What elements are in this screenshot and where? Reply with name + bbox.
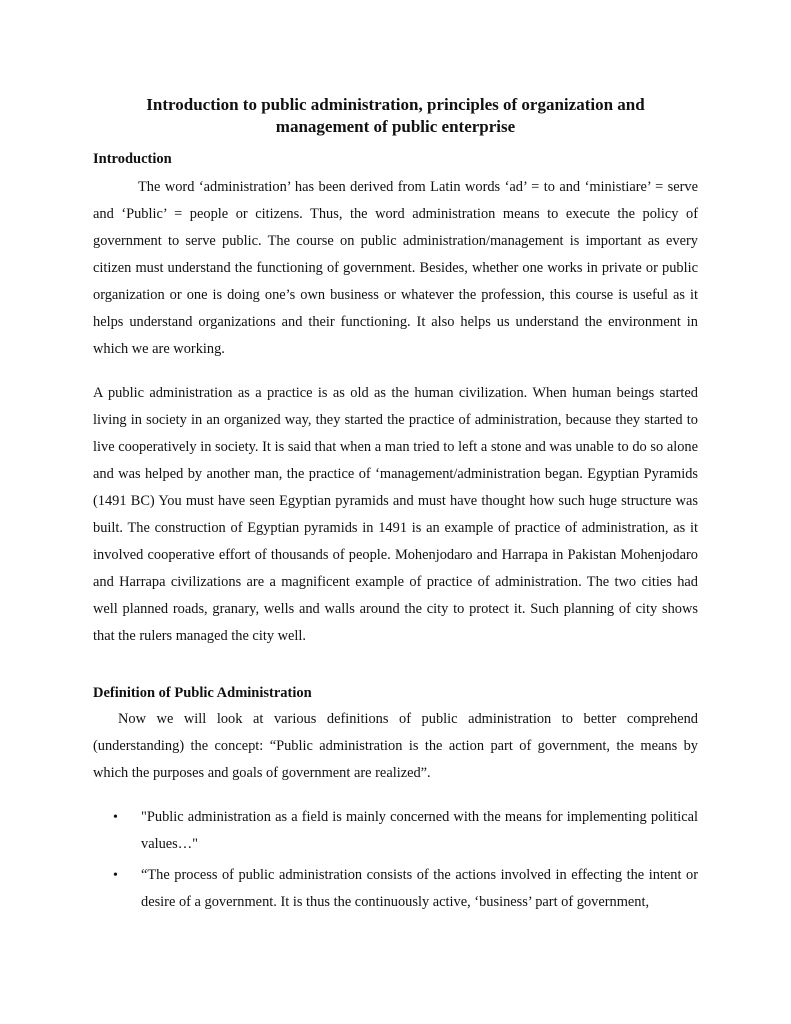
definition-heading: Definition of Public Administration xyxy=(93,685,312,701)
title-line-1: Introduction to public administration, principles of organization and xyxy=(146,95,645,114)
history-paragraph: A public administration as a practice is as old as the human civilization. When human beings started living in society in an organized way, they started the practice of administration, because they started to live cooperatively in society. It is said that when a man tried to left a stone and was unable to do so alone and was helped by another man, the practice of ‘management/administration began. Egyptian Pyramids (1491 BC) You must have seen Egyptian pyramids and must have thought how such huge structure was built. The construction of Egyptian pyramids in 1491 is an example of practice of administration, as it involved cooperative effort of thousands of people. Mohenjodaro and Harrapa in Pakistan Mohenjodaro and Harrapa civilizations are a magnificent example of practice of administration. The two cities had well planned roads, granary, wells and walls around the city to protect it. Such planning of city shows that the rulers managed the city well. xyxy=(93,385,698,644)
list-item xyxy=(93,804,698,858)
page-title xyxy=(80,94,711,138)
list-item xyxy=(93,862,698,916)
bullet-marker: • xyxy=(113,868,118,883)
bullet-text: "Public administration as a field is mainly concerned with the means for implementing political values…" xyxy=(141,809,698,852)
bullet-text: “The process of public administration consists of the actions involved in effecting the intent or desire of a government. It is thus the continuously active, ‘business’ part of government, xyxy=(141,867,698,910)
introduction-heading: Introduction xyxy=(93,151,172,167)
title-line-2: management of public enterprise xyxy=(275,117,516,136)
introduction-paragraph: The word ‘administration’ has been derived from Latin words ‘ad’ = to and ‘ministiare’ = serve and ‘Public’ = people or citizens. Thus, the word administration means to execute the policy of government to serve public. The course on public administration/management is important as every citizen must understand the functioning of government. Besides, whether one works in private or public organization or one is doing one’s own business or whatever the profession, this course is useful as it helps understand organizations and their functioning. It also helps us understand the environment in which we are working. xyxy=(93,179,698,357)
definition-paragraph: Now we will look at various definitions of public administration to better comprehend (understanding) the concept: “Public administration is the action part of government, the means by which the purposes and goals of government are realized”. xyxy=(93,711,698,781)
bullet-marker: • xyxy=(113,810,118,825)
definition-bullet-list xyxy=(93,804,698,916)
